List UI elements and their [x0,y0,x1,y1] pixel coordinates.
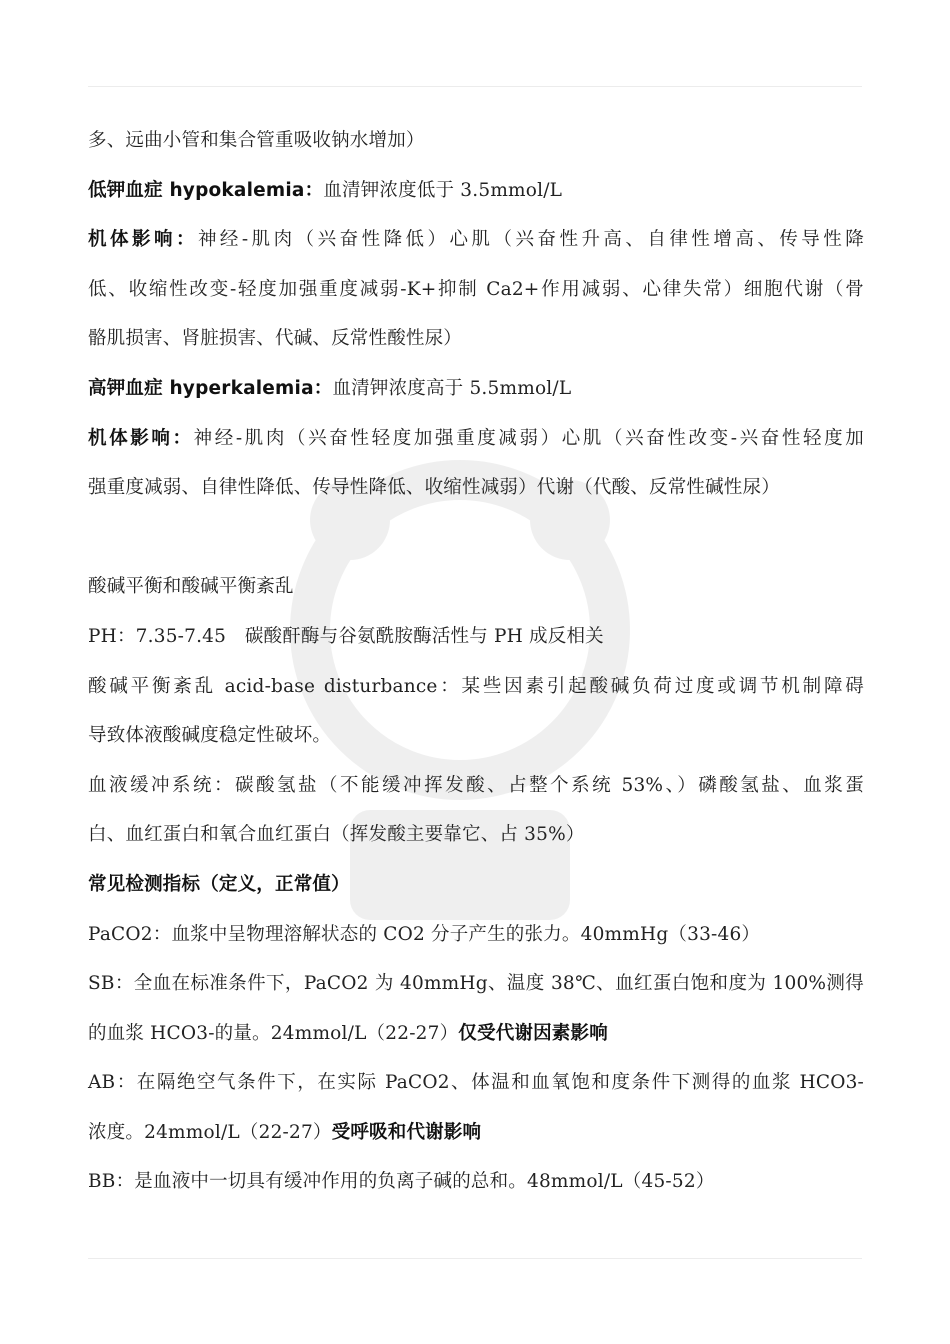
text-line [88,1015,864,1065]
text-line [88,1114,864,1164]
text-line: 导致体液酸碱度稳定性破坏。 [88,725,332,747]
text-line: 低、收缩性改变-轻度加强重度减弱-K+抑制 Ca2+作用减弱、心律失常）细胞代谢（骨 [88,278,864,300]
text-line: 酸碱平衡紊乱 acid-base disturbance：某些因素引起酸碱负荷过度或调节机制障碍 [88,675,864,697]
text-line [88,420,864,470]
blank-line [88,519,864,569]
effects-text: 神经-肌肉（兴奋性降低）心肌（兴奋性升高、自律性增高、传导性降 [197,229,864,251]
label-effects: 机体影响： [88,229,198,251]
text-line: AB：在隔绝空气条件下，在实际 PaCO2、体温和血氧饱和度条件下测得的血浆 HCO3- [88,1072,864,1094]
section-heading: 酸碱平衡和酸碱平衡紊乱 [88,576,294,598]
definition-hypokalemia [88,172,864,222]
text-line: PH：7.35-7.45 碳酸酐酶与谷氨酰胺酶活性与 PH 成反相关 [88,625,604,647]
definition-hyperkalemia [88,370,864,420]
line-text: 浓度。24mmol/L（22-27） [88,1121,332,1143]
header-divider [88,86,862,87]
text-line: SB：全血在标准条件下，PaCO2 为 40mmHg、温度 38℃、血红蛋白饱和度为 100%测得 [88,973,864,995]
text-line [88,221,864,271]
footer-divider [88,1258,862,1259]
document-body [88,122,864,1213]
effects-text: 神经-肌肉（兴奋性轻度加强重度减弱）心肌（兴奋性改变-兴奋性轻度加 [193,427,864,449]
text-line: 多、远曲小管和集合管重吸收钠水增加） [88,130,425,151]
text-line: BB：是血液中一切具有缓冲作用的负离子碱的总和。48mmol/L（45-52） [88,1171,715,1193]
emphasis-text: 受呼吸和代谢影响 [331,1121,482,1143]
text-line: 血液缓冲系统：碳酸氢盐（不能缓冲挥发酸、占整个系统 53%、）磷酸氢盐、血浆蛋 [88,774,864,796]
text-line: PaCO2：血浆中呈物理溶解状态的 CO2 分子产生的张力。40mmHg（33-46） [88,923,761,945]
line-text: 的血浆 HCO3-的量。24mmol/L（22-27） [88,1022,459,1044]
section-heading-bold: 常见检测指标（定义，正常值） [88,873,350,895]
emphasis-text: 仅受代谢因素影响 [458,1022,608,1044]
term-hyperkalemia: 高钾血症 hyperkalemia： [88,377,333,399]
text-line: 白、血红蛋白和氧合血红蛋白（挥发酸主要靠它、占 35%） [88,824,585,846]
label-effects: 机体影响： [88,427,194,449]
definition-text: 血清钾浓度高于 5.5mmol/L [332,377,572,399]
definition-text: 血清钾浓度低于 3.5mmol/L [323,179,563,201]
term-hypokalemia: 低钾血症 hypokalemia： [88,179,324,201]
text-line: 强重度减弱、自律性降低、传导性降低、收缩性减弱）代谢（代酸、反常性碱性尿） [88,477,780,499]
text-line: 骼肌损害、肾脏损害、代碱、反常性酸性尿） [88,328,463,350]
